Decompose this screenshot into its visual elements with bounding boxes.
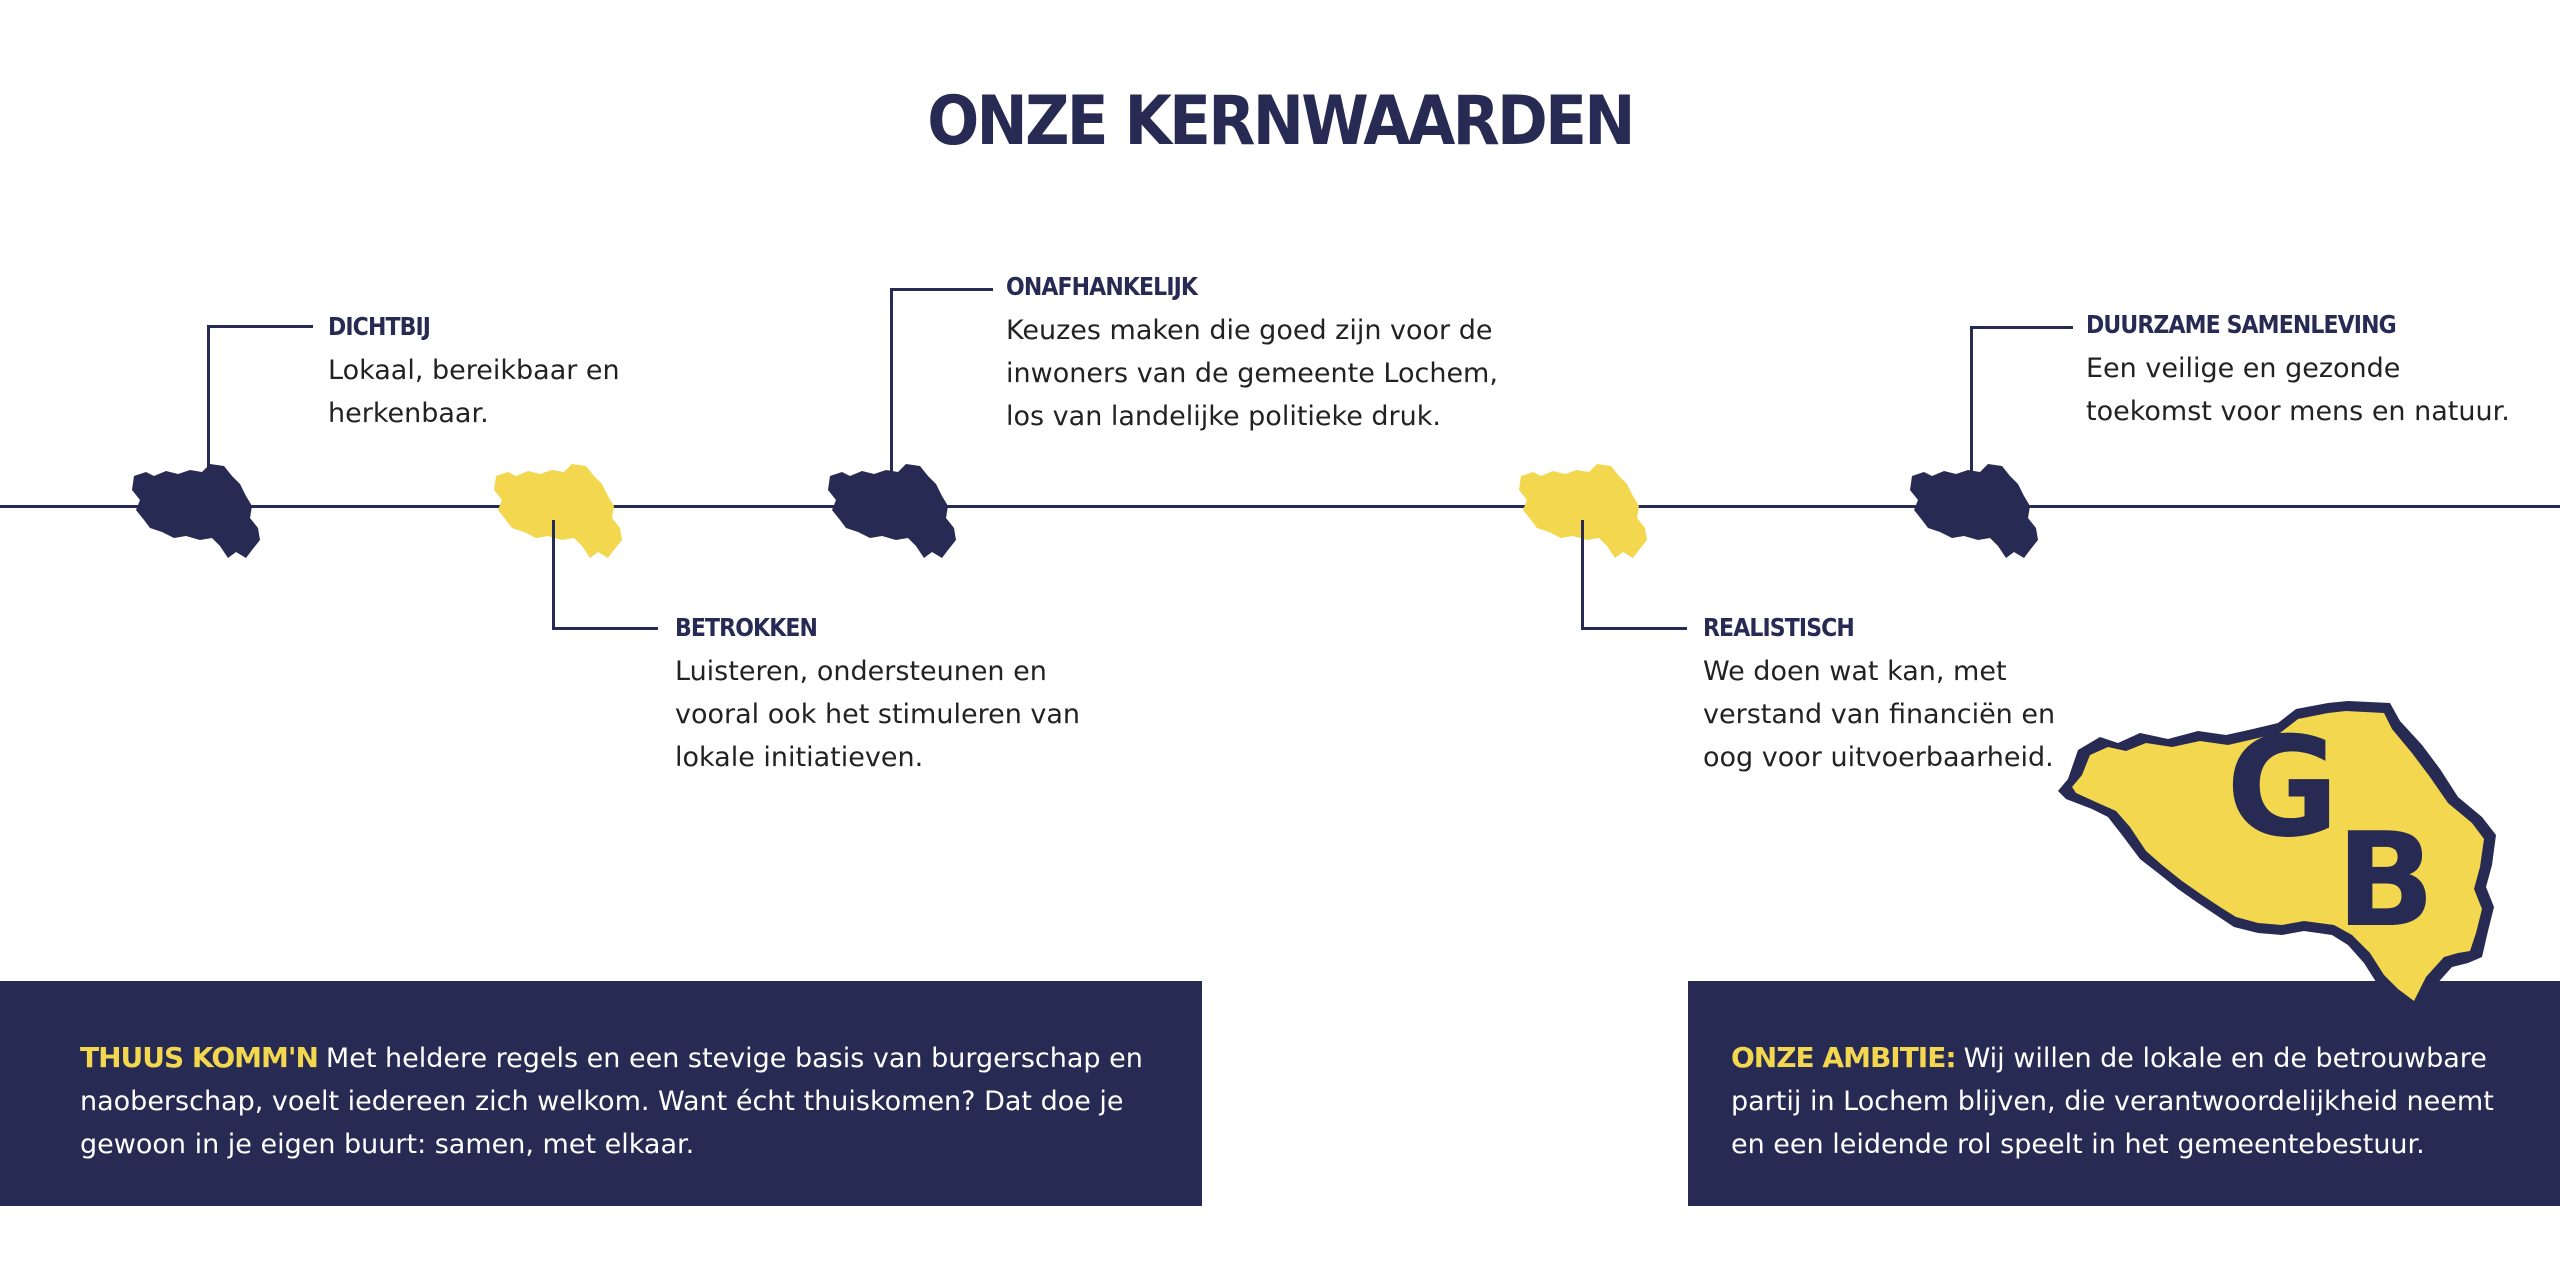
onze-ambitie-text: ONZE AMBITIE: Wij willen de lokale en de betrouwbare partij in Lochem blijven, die verantwoordelijkheid neemt en een leidende rol speelt in het gemeentebestuur.	[1731, 1041, 2494, 1160]
timeline-line	[0, 505, 2560, 508]
value-title-realistisch: REALISTISCH	[1703, 613, 1854, 642]
connector-line	[1970, 326, 2073, 473]
thuis-kommn-text: THUUS KOMM'N Met heldere regels en een stevige basis van burgerschap en naoberschap, voelt iedereen zich welkom. Want écht thuiskomen? Dat doe je gewoon in je eigen buurt: samen, met elkaar.	[80, 1041, 1143, 1160]
onze-ambitie-label: ONZE AMBITIE:	[1731, 1041, 1956, 1074]
municipality-map-icon	[128, 462, 268, 562]
value-text-betrokken: Luisteren, ondersteunen en vooral ook het stimuleren van lokale initiatieven.	[675, 656, 1081, 773]
gb-logo	[2048, 695, 2508, 1025]
value-title-duurzame-samenleving: DUURZAME SAMENLEVING	[2086, 310, 2396, 339]
thuis-kommn-box	[0, 981, 1202, 1206]
connector-line	[1581, 520, 1687, 630]
value-text-duurzame-samenleving: Een veilige en gezonde toekomst voor mens en natuur.	[2086, 353, 2510, 427]
connector-line	[552, 520, 658, 630]
value-text-dichtbij: Lokaal, bereikbaar en herkenbaar.	[328, 355, 620, 429]
connector-line	[890, 288, 993, 473]
value-title-betrokken: BETROKKEN	[675, 613, 818, 642]
value-title-dichtbij: DICHTBIJ	[328, 312, 431, 341]
municipality-map-icon	[824, 462, 964, 562]
value-title-onafhankelijk: ONAFHANKELIJK	[1006, 272, 1198, 301]
value-text-realistisch: We doen wat kan, met verstand van financiën en oog voor uitvoerbaarheid.	[1703, 656, 2056, 773]
connector-line	[207, 325, 313, 473]
value-text-onafhankelijk: Keuzes maken die goed zijn voor de inwoners van de gemeente Lochem, los van landelijke politieke druk.	[1006, 315, 1498, 432]
page-title: ONZE KERNWAARDEN	[927, 82, 1633, 161]
logo-letter-b: B	[2336, 804, 2436, 956]
thuis-kommn-label: THUUS KOMM'N	[80, 1041, 318, 1074]
municipality-map-icon	[1906, 462, 2046, 562]
logo-letter-g: G	[2226, 707, 2334, 868]
